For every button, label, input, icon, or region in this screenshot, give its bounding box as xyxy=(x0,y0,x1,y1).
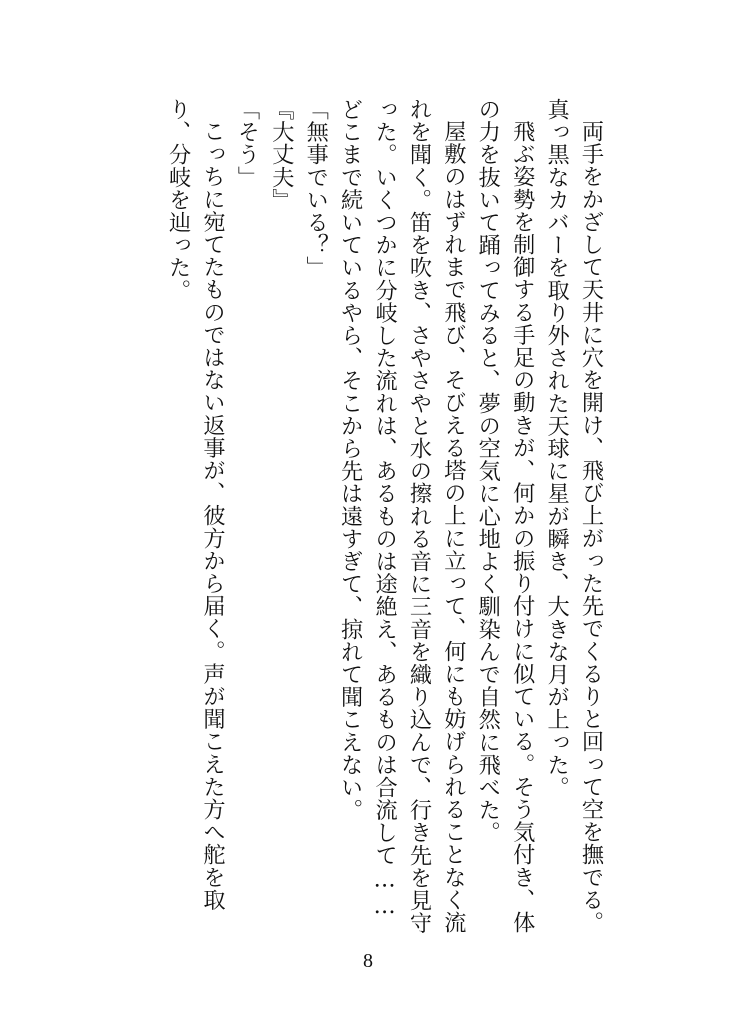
paragraph-2: 飛ぶ姿勢を制御する手足の動きが、何かの振り付けに似ている。そう気付き、体の力を抜いて踊ってみると、夢の空気に心地よく馴染んで自然に飛べた。 xyxy=(474,98,536,934)
dialogue-line-3: 「そう」 xyxy=(233,98,260,189)
paragraph-4: こっちに宛てたものではない返事が、彼方から届く。声が聞こえた方へ舵を取り、分岐を辿った。 xyxy=(165,98,226,912)
paragraph-1: 両手をかざして天井に穴を開け、飛び上がった先でくるりと回って空を撫でる。真っ黒なカバーを取り外された天球に星が瞬き、大きな月が上った。 xyxy=(543,98,604,934)
dialogue-line-2: 『大丈夫』 xyxy=(268,98,295,211)
dialogue-line-1: 「無事でいる？」 xyxy=(302,98,329,279)
vertical-text-body xyxy=(161,98,608,938)
page-number: 8 xyxy=(363,950,373,972)
paragraph-3: 屋敷のはずれまで飛び、そびえる塔の上に立って、何にも妨げられることなく流れを聞く。笛を吹き、さやさやと水の擦れる音に三音を織り込んで、行き先を見守った。いくつかに分岐した流れは、あるものは途絶え、あるものは合流して……どこまで続いているやら、そこから先は遠すぎて、掠れて聞こえない。 xyxy=(337,98,467,935)
